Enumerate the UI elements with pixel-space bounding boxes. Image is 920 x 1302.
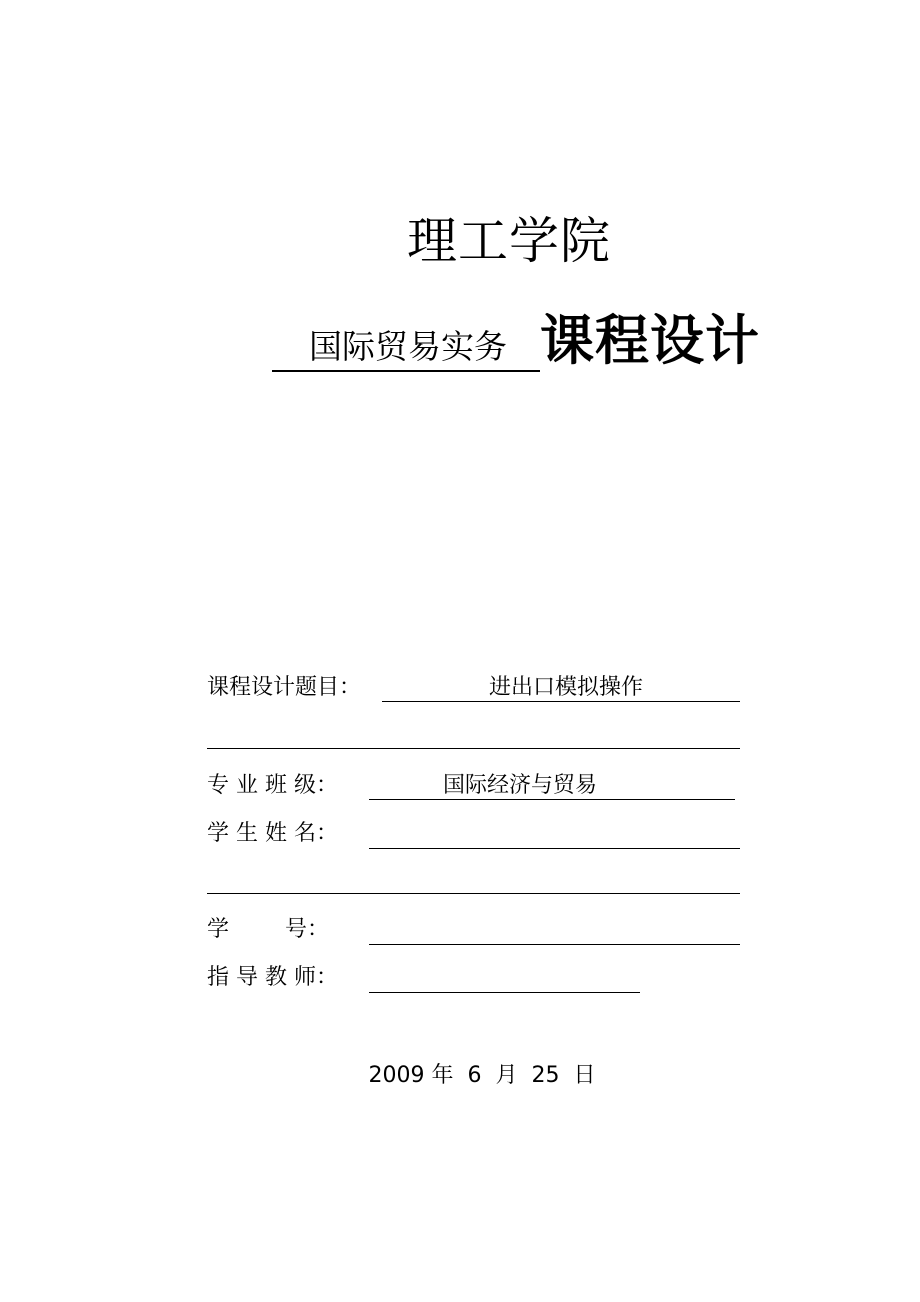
- name-continuation-line: [207, 893, 740, 894]
- topic-continuation-line: [207, 748, 740, 749]
- name-field: [369, 816, 740, 849]
- advisor-field: [369, 960, 640, 993]
- submission-date: 2009 年 6 月 25 日: [368, 1063, 596, 1088]
- name-label: 学 生 姓 名：: [207, 821, 338, 846]
- institution-name: 理工学院: [407, 212, 611, 270]
- class-label: 专 业 班 级：: [207, 773, 338, 798]
- course-subject: 国际贸易实务: [272, 324, 540, 372]
- advisor-label: 指 导 教 师：: [207, 965, 338, 990]
- topic-label: 课程设计题目：: [207, 675, 362, 700]
- course-type: 课程设计: [540, 309, 760, 372]
- id-field: [369, 912, 740, 945]
- class-field: 国际经济与贸易: [369, 768, 735, 800]
- topic-field: 进出口模拟操作: [382, 670, 740, 702]
- id-label: 学 号：: [207, 917, 329, 942]
